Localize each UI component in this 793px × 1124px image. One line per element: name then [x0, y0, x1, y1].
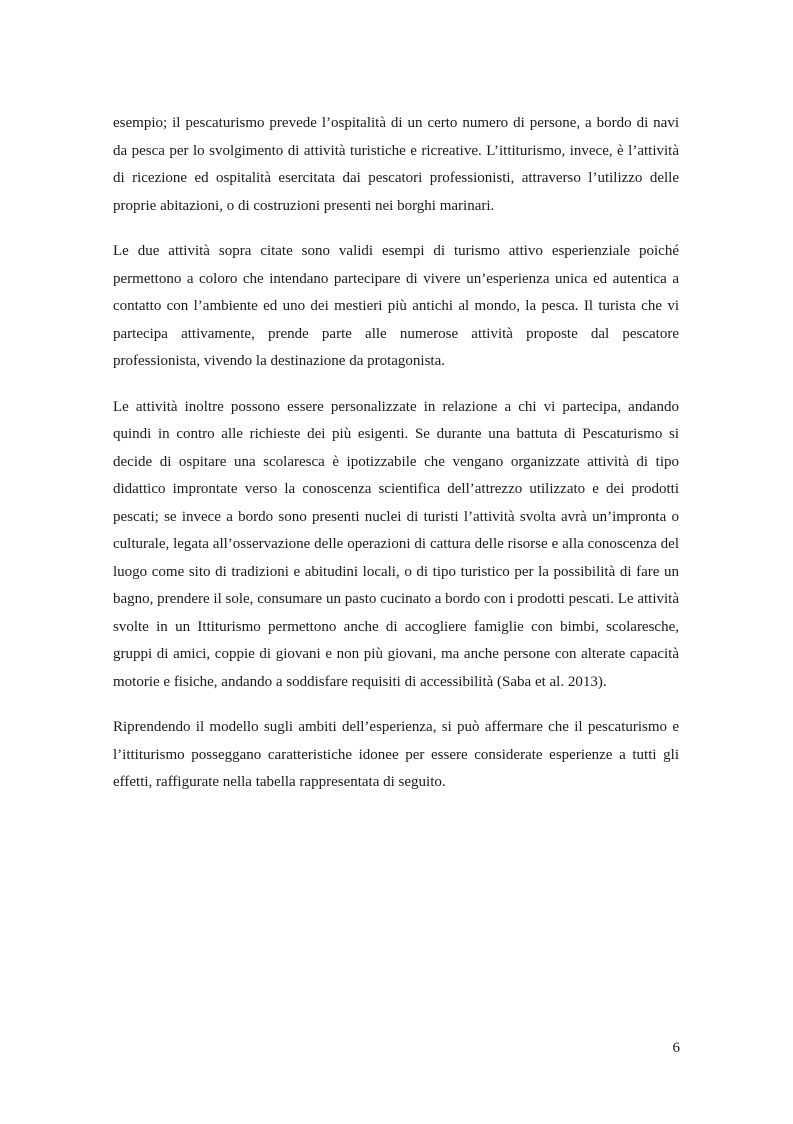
- page-number: 6: [672, 1040, 680, 1056]
- paragraph-4: Riprendendo il modello sugli ambiti dell’esperienza, si può affermare che il pescaturismo e l’ittiturismo posseggano caratteristiche idonee per essere considerate esperienze a tutti gli effetti, raffigurate nella tabella rappresentata di seguito.: [113, 719, 679, 790]
- paragraph-3: Le attività inoltre possono essere personalizzate in relazione a chi vi partecipa, andando quindi in contro alle richieste dei più esigenti. Se durante una battuta di Pescaturismo si decide di ospitare una scolaresca è ipotizzabile che vengano organizzate attività di tipo didattico improntate verso la conoscenza scientifica dell’attrezzo utilizzato e dei prodotti pescati; se invece a bordo sono presenti nuclei di turisti l’attività svolta avrà un’impronta o culturale, legata all’osservazione delle operazioni di cattura delle risorse e alla conoscenza del luogo come sito di tradizioni e abitudini locali, o di tipo turistico per la possibilità di fare un bagno, prendere il sole, consumare un pasto cucinato a bordo con i prodotti pescati. Le attività svolte in un Ittiturismo permettono anche di accogliere famiglie con bimbi, scolaresche, gruppi di amici, coppie di giovani e non più giovani, ma anche persone con alterate capacità motorie e fisiche, andando a soddisfare requisiti di accessibilità (Saba et al. 2013).: [113, 398, 679, 690]
- paragraph-2: Le due attività sopra citate sono validi esempi di turismo attivo esperienziale poiché permettono a coloro che intendano partecipare di vivere un’esperienza unica ed autentica a contatto con l’ambiente ed uno dei mestieri più antichi al mondo, la pesca. Il turista che vi partecipa attivamente, prende parte alle numerose attività proposte dal pescatore professionista, vivendo la destinazione da protagonista.: [113, 243, 679, 369]
- paragraph-1: esempio; il pescaturismo prevede l’ospitalità di un certo numero di persone, a bordo di navi da pesca per lo svolgimento di attività turistiche e ricreative. L’ittiturismo, invece, è l’attività di ricezione ed ospitalità esercitata dai pescatori professionisti, attraverso l’utilizzo delle proprie abitazioni, o di costruzioni presenti nei borghi marinari.: [113, 115, 679, 214]
- body-text: [113, 110, 679, 815]
